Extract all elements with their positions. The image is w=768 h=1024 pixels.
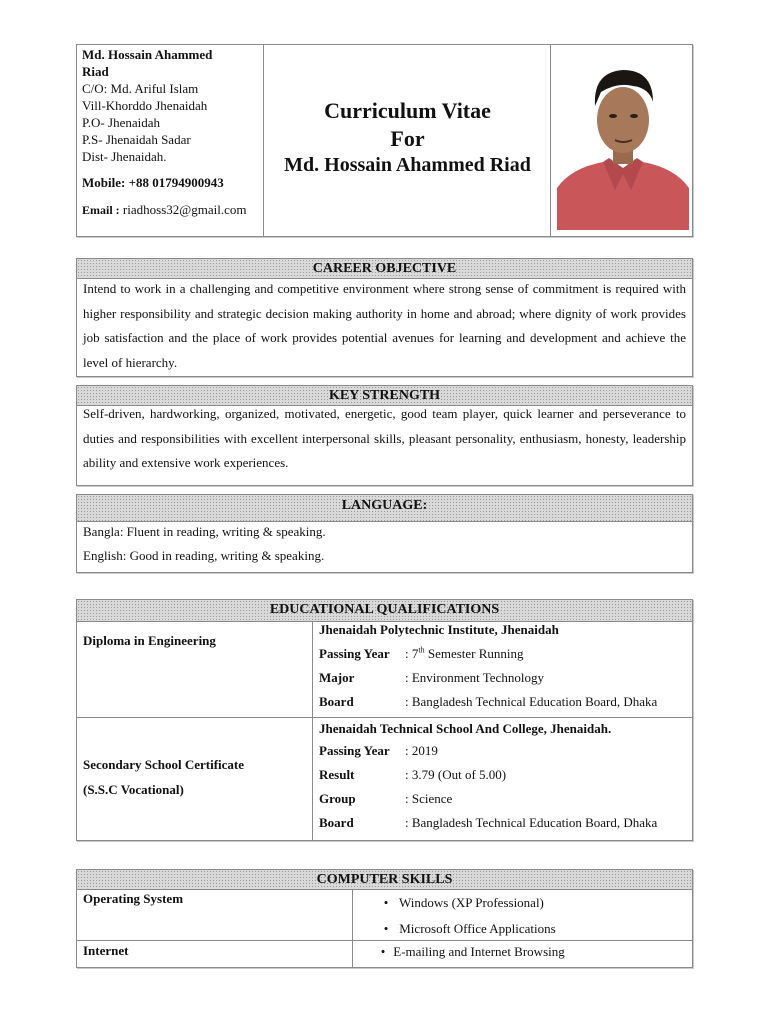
detail-label: Result (319, 767, 355, 782)
language-section (76, 494, 693, 573)
passing-year: : 2019 (405, 743, 438, 758)
career-objective-section (76, 258, 693, 377)
detail-label: Board (319, 694, 354, 710)
detail-label: Group (319, 791, 356, 806)
result-value: : 3.79 (Out of 5.00) (405, 767, 507, 782)
key-strength-section (76, 385, 693, 486)
list-item: • Windows (XP Professional) (376, 890, 556, 916)
major-value: : Environment Technology (405, 670, 544, 686)
section-heading: KEY STRENGTH (77, 386, 692, 406)
section-heading: EDUCATIONAL QUALIFICATIONS (77, 600, 692, 622)
detail-label: Passing Year (319, 646, 390, 662)
detail-row (319, 666, 657, 690)
detail-label: Board (319, 815, 354, 830)
skill-label-internet: Internet (83, 943, 129, 958)
detail-row (319, 811, 657, 835)
title-block (265, 45, 551, 236)
list-item: • Microsoft Office Applications (376, 916, 556, 942)
address-line: C/O: Md. Ariful Islam (82, 81, 199, 96)
list-item: • E-mailing and Internet Browsing (376, 942, 565, 962)
bullet-icon: • (383, 895, 389, 910)
candidate-photo (557, 64, 689, 230)
detail-label: Passing Year (319, 743, 390, 758)
email-line (82, 201, 258, 219)
candidate-name: Md. Hossain Ahammed Riad (82, 47, 213, 79)
mobile-label: Mobile: (82, 175, 126, 190)
institute-name: Jhenaidah Technical School And College, Jhenaidah. (319, 721, 612, 736)
skill-label-os: Operating System (83, 891, 184, 906)
degree-line: Secondary School Certificate (83, 757, 245, 772)
cv-title: Curriculum Vitae (324, 98, 491, 123)
detail-row (319, 690, 657, 714)
language-line: Bangla: Fluent in reading, writing & speaking. (83, 524, 326, 539)
career-objective-text: Intend to work in a challenging and competitive environment where strong sense of commitment is required with higher responsibility and strategic decision making authority in home and abroad; where dignity of work provides job satisfaction and the place of work provides potential avenues for learning and development and achieve the level of hierarchy. (83, 281, 686, 370)
detail-row (319, 787, 657, 811)
address-line: P.O- Jhenaidah (82, 115, 160, 130)
detail-label: Major (319, 670, 355, 686)
address-line: Vill-Khorddo Jhenaidah (82, 98, 208, 113)
degree-ssc (83, 752, 244, 802)
section-heading: LANGUAGE: (77, 495, 692, 522)
degree-diploma: Diploma in Engineering (83, 633, 216, 648)
photo-cell (552, 45, 692, 236)
institute-name: Jhenaidah Polytechnic Institute, Jhenaidah (319, 622, 559, 637)
cv-title-for: For (390, 126, 425, 151)
mobile-line (82, 174, 258, 191)
group-value: : Science (405, 791, 453, 806)
detail-row (319, 639, 657, 666)
ssc-details (319, 719, 657, 835)
contact-block (77, 45, 264, 236)
diploma-details (319, 621, 657, 714)
mobile-value: +88 01794900943 (128, 175, 224, 190)
header-box (76, 44, 693, 237)
detail-row (319, 739, 657, 763)
os-skill-list (376, 890, 556, 942)
education-section (76, 599, 693, 841)
section-heading: CAREER OBJECTIVE (77, 259, 692, 279)
degree-line: (S.S.C Vocational) (83, 782, 184, 797)
bullet-icon: • (383, 921, 389, 936)
computer-skills-section (76, 869, 693, 968)
passing-year: : 7th Semester Running (405, 646, 524, 662)
detail-row (319, 763, 657, 787)
email-label: Email : (82, 203, 120, 217)
board-value: : Bangladesh Technical Education Board, Dhaka (405, 694, 658, 710)
board-value: : Bangladesh Technical Education Board, Dhaka (405, 815, 658, 830)
address-line: Dist- Jhenaidah. (82, 149, 167, 164)
section-heading: COMPUTER SKILLS (77, 870, 692, 890)
cv-title-name: Md. Hossain Ahammed Riad (284, 154, 531, 176)
key-strength-text: Self-driven, hardworking, organized, motivated, energetic, good team player, quick learner and perseverance to duties and responsibilities with excellent interpersonal skills, pleasant personality, enthusiasm, honesty, leadership ability and extensive work experiences. (83, 406, 686, 470)
language-line: English: Good in reading, writing & speaking. (83, 548, 325, 563)
internet-skill-list (376, 942, 565, 962)
address-line: P.S- Jhenaidah Sadar (82, 132, 191, 147)
email-value[interactable]: riadhoss32@gmail.com (122, 202, 247, 217)
bullet-icon: • (380, 944, 386, 959)
